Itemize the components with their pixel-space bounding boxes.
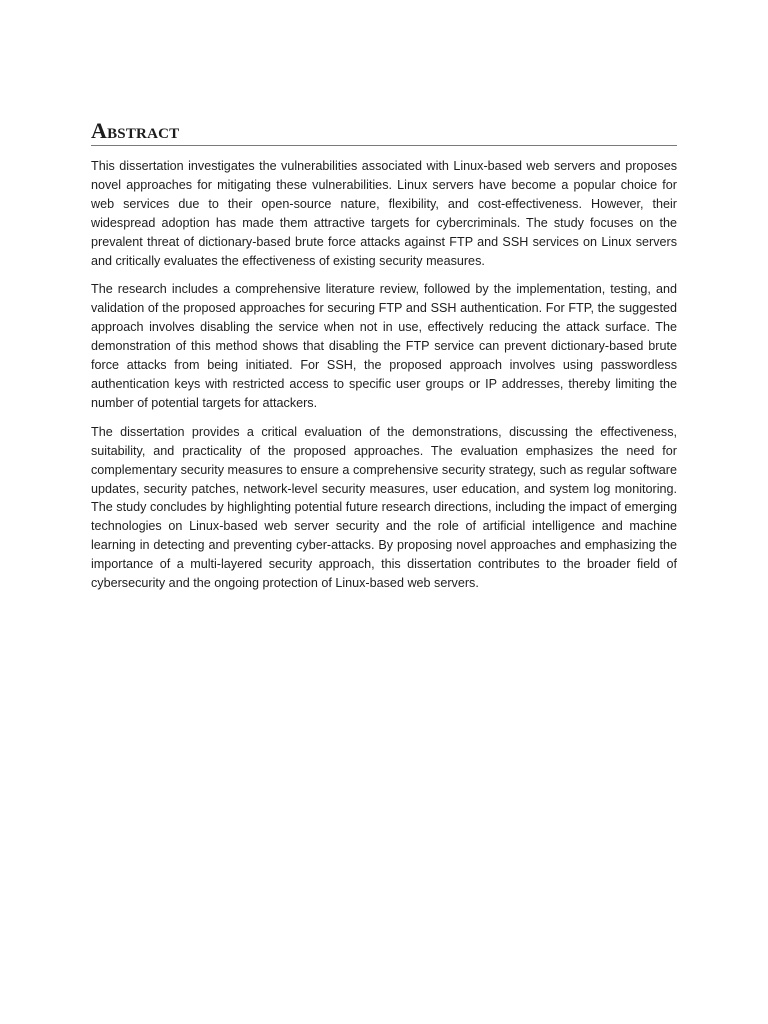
- abstract-heading: Abstract: [91, 118, 180, 143]
- abstract-paragraph-2: The research includes a comprehensive literature review, followed by the implementation, testing, and validation of the proposed approaches for securing FTP and SSH authentication. For FTP, the suggested approach involves disabling the service when not in use, effectively reducing the attack surface. The demonstration of this method shows that disabling the FTP service can prevent dictionary-based brute force attacks from being initiated. For SSH, the proposed approach involves using passwordless authentication keys with restricted access to specific user groups or IP addresses, thereby limiting the number of potential targets for attackers.: [91, 282, 677, 410]
- abstract-body: [91, 157, 677, 603]
- abstract-paragraph-3: The dissertation provides a critical evaluation of the demonstrations, discussing the effectiveness, suitability, and practicality of the proposed approaches. The evaluation emphasizes the need for complementary security measures to ensure a comprehensive security strategy, such as regular software updates, security patches, network-level security measures, user education, and system log monitoring. The study concludes by highlighting potential future research directions, including the impact of emerging technologies on Linux-based web server security and the role of artificial intelligence and machine learning in detecting and preventing cyber-attacks. By proposing novel approaches and emphasizing the importance of a multi-layered security approach, this dissertation contributes to the broader field of cybersecurity and the ongoing protection of Linux-based web servers.: [91, 424, 677, 591]
- heading-divider: [91, 145, 677, 146]
- abstract-paragraph-1: This dissertation investigates the vulnerabilities associated with Linux-based web servers and proposes novel approaches for mitigating these vulnerabilities. Linux servers have become a popular choice for web services due to their open-source nature, flexibility, and cost-effectiveness. However, their widespread adoption has made them attractive targets for cybercriminals. The study focuses on the prevalent threat of dictionary-based brute force attacks against FTP and SSH services on Linux servers and critically evaluates the effectiveness of existing security measures.: [91, 159, 677, 268]
